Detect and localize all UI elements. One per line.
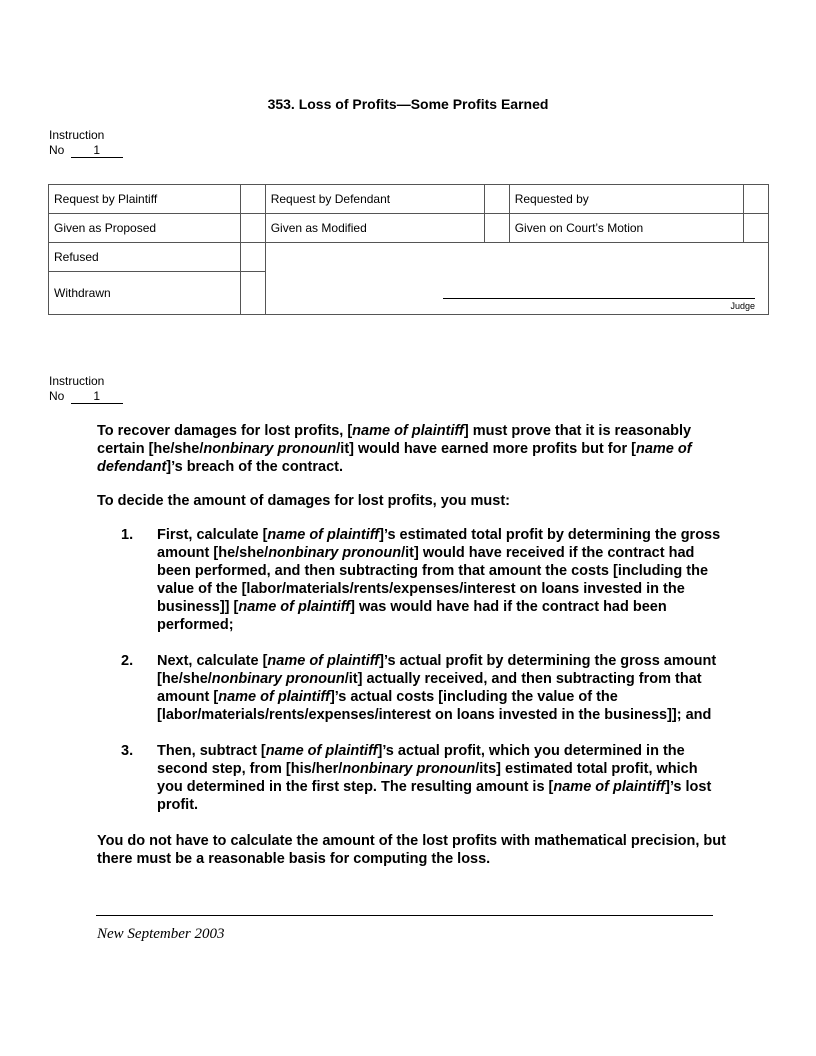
text-run: ]’s actual costs [including the value of the [labor/materials/rents/expenses/interest on loans invested in the business]]; and [157, 689, 712, 723]
placeholder-italic-text: name of plaintiff [238, 599, 351, 615]
placeholder-italic-text: nonbinary pronoun [342, 761, 476, 777]
withdrawn-label: Withdrawn [49, 272, 241, 315]
text-run: To recover damages for lost profits, [ [97, 423, 353, 439]
footer-rule [96, 915, 713, 916]
placeholder-italic-text: name of plaintiff [267, 653, 380, 669]
decide-paragraph [97, 492, 727, 510]
request-by-plaintiff-checkbox[interactable] [240, 185, 265, 214]
instruction-body [97, 422, 727, 884]
placeholder-italic-text: name of plaintiff [265, 743, 378, 759]
placeholder-italic-text: name of plaintiff [352, 423, 464, 439]
text-run: ]’s actual profit, which you determined in the second step, from [his/her/ [157, 743, 685, 777]
text-run: Then, subtract [ [157, 743, 266, 759]
text-run: You do not have to calculate the amount of the lost profits with mathematical precision, but there must be a reasonable basis for computing the loss. [97, 833, 726, 867]
given-on-courts-motion-label: Given on Court’s Motion [509, 214, 743, 243]
given-as-modified-checkbox[interactable] [484, 214, 509, 243]
page-title: 353. Loss of Profits—Some Profits Earned [267, 96, 549, 112]
placeholder-italic-text: name of plaintiff [553, 779, 666, 795]
request-by-defendant-label: Request by Defendant [265, 185, 484, 214]
judge-label: Judge [730, 301, 755, 311]
text-run: ]’s estimated total profit by determining the gross amount [he/she/ [157, 527, 721, 561]
no-label: No [49, 143, 65, 157]
placeholder-italic-text: name of plaintiff [218, 689, 330, 705]
instruction-label: Instruction [49, 128, 105, 142]
steps-list [97, 526, 727, 814]
step-text [157, 743, 711, 813]
text-run: ] was would have had if the contract had been performed; [157, 599, 667, 633]
step-number: 2. [121, 653, 134, 669]
instruction-number-block-top [49, 128, 123, 158]
withdrawn-checkbox[interactable] [240, 272, 265, 315]
judge-signature-line [443, 298, 755, 299]
text-run: ]’s lost profit. [157, 779, 712, 813]
given-as-modified-label: Given as Modified [265, 214, 484, 243]
text-run: To decide the amount of damages for lost profits, you must: [97, 493, 511, 509]
jury-instruction-form-table [48, 184, 769, 315]
requested-by-checkbox[interactable] [744, 185, 769, 214]
given-as-proposed-checkbox[interactable] [240, 214, 265, 243]
closing-paragraph [97, 832, 727, 868]
given-on-courts-motion-checkbox[interactable] [744, 214, 769, 243]
text-run: /it] would have earned more profits but for [ [336, 441, 636, 457]
text-run: First, calculate [ [157, 527, 268, 543]
instruction-number: 1 [71, 390, 123, 404]
judge-signature-area[interactable] [265, 243, 768, 315]
step-text [157, 527, 720, 633]
placeholder-italic-text: name of plaintiff [267, 527, 380, 543]
request-by-defendant-checkbox[interactable] [484, 185, 509, 214]
text-run: /it] would have received if the contract had been performed, and then subtracting from that amount the costs [including the value of the [labor/materials/rents/expenses/interest on loans invested in the business]] [ [157, 545, 709, 615]
requested-by-label: Requested by [509, 185, 743, 214]
step-number: 1. [121, 527, 134, 543]
step-number: 3. [121, 743, 134, 759]
placeholder-italic-text: nonbinary pronoun [211, 671, 345, 687]
instruction-number-block-bottom [49, 374, 123, 404]
request-by-plaintiff-label: Request by Plaintiff [49, 185, 241, 214]
instruction-number: 1 [71, 144, 123, 158]
text-run: ]’s actual profit by determining the gross amount [he/she/ [157, 653, 717, 687]
refused-label: Refused [49, 243, 241, 272]
text-run: ] must prove that it is reasonably certain [he/she/ [97, 423, 692, 457]
text-run: Next, calculate [ [157, 653, 268, 669]
given-as-proposed-label: Given as Proposed [49, 214, 241, 243]
text-run: /its] estimated total profit, which you determined in the first step. The resulting amount is [ [157, 761, 698, 795]
step-item [97, 742, 727, 814]
placeholder-italic-text: nonbinary pronoun [203, 441, 337, 457]
no-label: No [49, 389, 65, 403]
step-item [97, 526, 727, 634]
text-run: ]’s breach of the contract. [166, 459, 343, 475]
instruction-label: Instruction [49, 374, 105, 388]
refused-checkbox[interactable] [240, 243, 265, 272]
footer-date: New September 2003 [97, 926, 225, 942]
step-text [157, 653, 716, 723]
placeholder-italic-text: nonbinary pronoun [268, 545, 402, 561]
intro-paragraph [97, 422, 727, 476]
placeholder-italic-text: name of defendant [97, 441, 692, 475]
text-run: /it] actually received, and then subtracting from that amount [ [157, 671, 702, 705]
step-item [97, 652, 727, 724]
